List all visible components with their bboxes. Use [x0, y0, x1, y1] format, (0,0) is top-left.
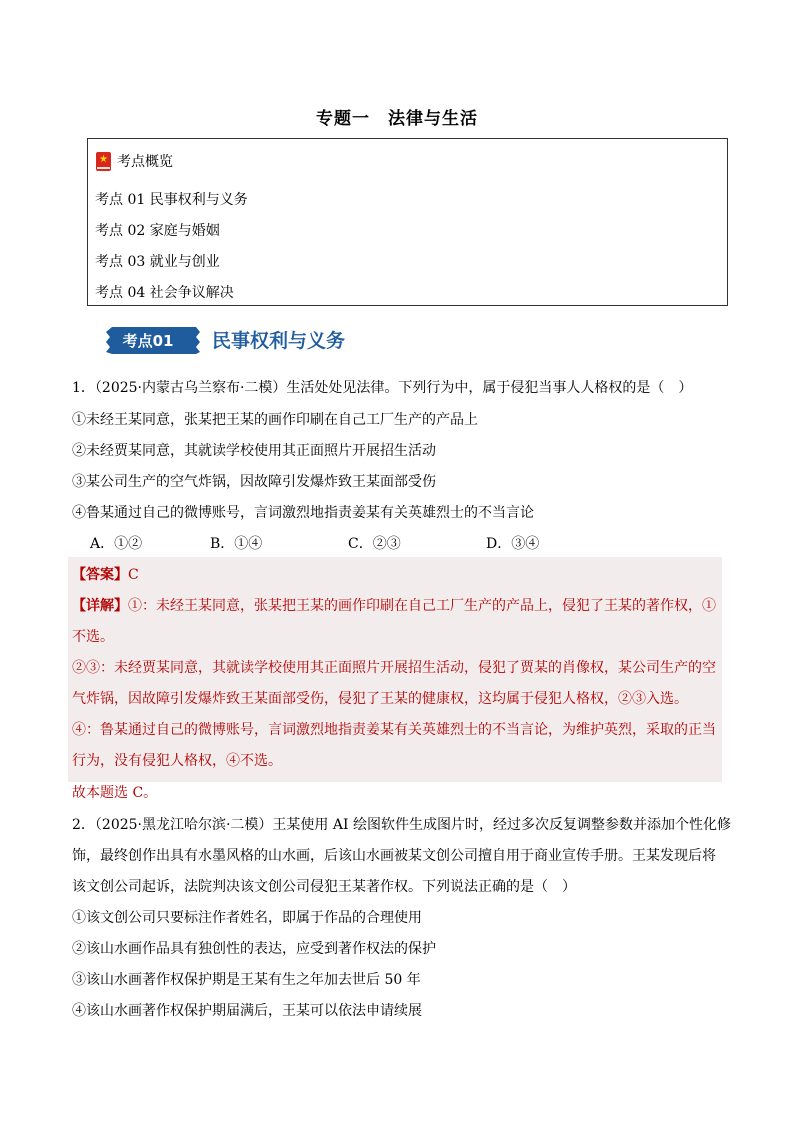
q1-statement-3: ③某公司生产的空气炸锅，因故障引发爆炸致王某面部受伤 [72, 474, 436, 490]
q1-stem: 1．（2025·内蒙古乌兰察布·二模）生活处处见法律。下列行为中，属于侵犯当事人人格权的是（ ） [72, 380, 693, 396]
answer-value: C [128, 567, 139, 583]
q2-statement-1: ①该文创公司只要标注作者姓名，即属于作品的合理使用 [72, 910, 422, 926]
q1-option-d: D．③④ [486, 536, 540, 552]
book-icon: ★ [96, 152, 111, 171]
q2-stem-line-2: 饰，最终创作出具有水墨风格的山水画，后该山水画被某文创公司擅自用于商业宣传手册。王某发现后将 [72, 848, 716, 864]
overview-item-1: 考点 01 民事权利与义务 [95, 192, 248, 208]
overview-heading-label: 考点概览 [117, 154, 173, 170]
q1-option-c: C．②③ [348, 536, 401, 552]
q2-stem-line-1: 2．（2025·黑龙江哈尔滨·二模）王某使用 AI 绘图软件生成图片时，经过多次反复调整参数并添加个性化修 [72, 817, 731, 833]
q1-option-b: B．①④ [210, 536, 263, 552]
q2-statement-4: ④该山水画著作权保护期届满后，王某可以依法申请续展 [72, 1003, 422, 1019]
section-badge-label: 考点01 [122, 332, 174, 350]
q1-detail-line-1 [72, 595, 716, 615]
q2-statement-2: ②该山水画作品具有独创性的表达，应受到著作权法的保护 [72, 941, 436, 957]
q1-detail-line-2: 不选。 [72, 629, 114, 645]
q1-conclusion: 故本题选 C。 [72, 785, 158, 801]
detail-label: 【详解】 [72, 598, 128, 614]
overview-item-2: 考点 02 家庭与婚姻 [95, 223, 220, 239]
overview-heading [96, 151, 173, 171]
answer-label: 【答案】 [72, 567, 128, 583]
q2-stem-line-3: 该文创公司起诉，法院判决该文创公司侵犯王某著作权。下列说法正确的是（ ） [72, 879, 576, 895]
q1-statement-1: ①未经王某同意，张某把王某的画作印刷在自己工厂生产的产品上 [72, 412, 478, 428]
page-title: 专题一 法律与生活 [316, 109, 478, 129]
overview-box [87, 138, 728, 306]
q2-statement-3: ③该山水画著作权保护期是王某有生之年加去世后 50 年 [72, 972, 421, 988]
overview-item-4: 考点 04 社会争议解决 [95, 285, 234, 301]
detail-text-1: ①：未经王某同意，张某把王某的画作印刷在自己工厂生产的产品上，侵犯了王某的著作权，① [128, 598, 716, 614]
q1-detail-line-4: 气炸锅，因故障引发爆炸致王某面部受伤，侵犯了王某的健康权，这均属于侵犯人格权，②③入选。 [72, 691, 688, 707]
q1-option-a: A．①② [90, 536, 143, 552]
q1-statement-2: ②未经贾某同意，其就读学校使用其正面照片开展招生活动 [72, 443, 436, 459]
q1-detail-line-6: 行为，没有侵犯人格权，④不选。 [72, 753, 282, 769]
section-badge [104, 325, 202, 356]
q1-answer [72, 564, 139, 584]
section-title: 民事权利与义务 [212, 330, 346, 352]
overview-item-3: 考点 03 就业与创业 [95, 254, 220, 270]
q1-detail-line-5: ④：鲁某通过自己的微博账号，言词激烈地指责姜某有关英雄烈士的不当言论，为维护英烈，采取的正当 [72, 722, 716, 738]
q1-statement-4: ④鲁某通过自己的微博账号，言词激烈地指责姜某有关英雄烈士的不当言论 [72, 505, 534, 521]
q1-detail-line-3: ②③：未经贾某同意，其就读学校使用其正面照片开展招生活动，侵犯了贾某的肖像权，某公司生产的空 [72, 660, 716, 676]
